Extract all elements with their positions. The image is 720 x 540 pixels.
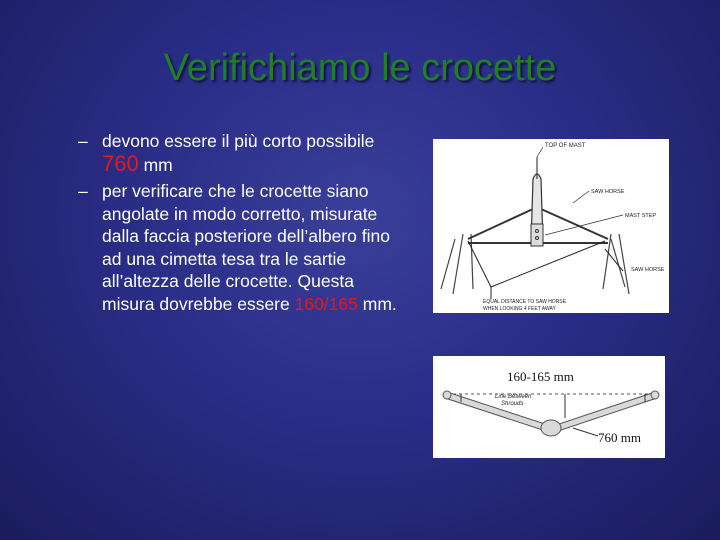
- spreader-diagram: [433, 356, 665, 458]
- label-equal-distance-2: WHEN LOOKING 4 FEET AWAY: [483, 306, 556, 312]
- bullet-item: [78, 130, 408, 176]
- bullet-list: [78, 130, 408, 319]
- label-line-between: Line Between: [495, 394, 532, 400]
- spreader-measure-figure: [433, 356, 665, 458]
- bullet-dash: –: [78, 131, 88, 151]
- label-160-165: 160-165 mm: [507, 369, 574, 384]
- mast-shape: [531, 174, 543, 246]
- label-saw-horse-2: SAW HORSE: [631, 267, 665, 273]
- slide-title: Verifichiamo le crocette: [163, 47, 557, 89]
- bullet-unit: mm: [143, 154, 173, 175]
- label-760: 760 mm: [598, 430, 641, 445]
- label-mast-step: MAST STEP: [625, 213, 657, 219]
- label-shrouds: Shrouds: [501, 401, 524, 407]
- bullet-text: per verificare che le crocette siano angolate in modo corretto, misurate dalla faccia posteriore dell’albero fino ad una cimetta tesa tra le sartie all’altezza delle crocette. Questa misura dovrebbe essere: [102, 181, 390, 314]
- highlight-value: 160/165: [294, 293, 358, 314]
- label-top-of-mast: TOP OF MAST: [545, 143, 586, 149]
- bullet-unit: mm.: [362, 293, 397, 314]
- label-equal-distance-1: EQUAL DISTANCE TO SAW HORSE: [483, 299, 566, 305]
- highlight-value: 760: [102, 150, 139, 176]
- mast-diagram: [433, 139, 669, 313]
- bullet-text: devono essere il più corto possibile: [102, 131, 375, 151]
- arrow-760: [573, 428, 598, 436]
- bullet-dash: –: [78, 181, 88, 201]
- mast-diagram-figure: [433, 139, 669, 313]
- label-saw-horse-1: SAW HORSE: [591, 189, 625, 195]
- bullet-item: [78, 180, 408, 315]
